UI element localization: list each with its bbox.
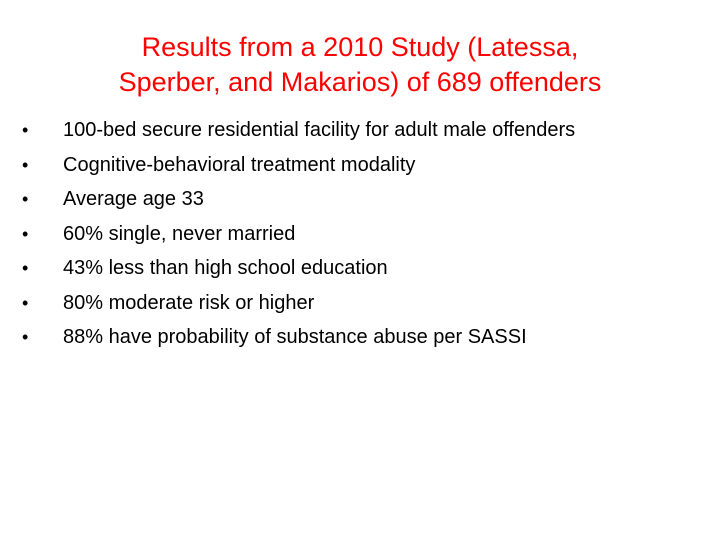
bullet-icon: • bbox=[22, 154, 29, 175]
slide-title-line-2: Sperber, and Makarios) of 689 offenders bbox=[118, 67, 602, 97]
bullet-icon: • bbox=[22, 327, 29, 347]
bullet-item bbox=[22, 148, 712, 183]
bullet-item bbox=[22, 113, 712, 148]
bullet-item bbox=[22, 320, 712, 355]
bullet-text: 60% single, never married bbox=[63, 222, 296, 245]
bullet-item bbox=[22, 217, 712, 252]
bullet-item bbox=[22, 286, 712, 321]
slide-title bbox=[36, 30, 684, 100]
bullet-icon: • bbox=[22, 223, 29, 244]
bullet-list bbox=[22, 113, 712, 355]
bullet-text: 88% have probability of substance abuse per SASSI bbox=[63, 326, 527, 348]
bullet-text: 80% moderate risk or higher bbox=[63, 291, 315, 314]
bullet-item bbox=[22, 182, 712, 217]
bullet-icon: • bbox=[22, 189, 29, 209]
bullet-text: 100-bed secure residential facility for adult male offenders bbox=[63, 119, 576, 141]
bullet-text: Average age 33 bbox=[63, 188, 204, 210]
bullet-text: Cognitive-behavioral treatment modality bbox=[63, 153, 416, 176]
bullet-item bbox=[22, 251, 712, 286]
slide-title-line-1: Results from a 2010 Study (Latessa, bbox=[141, 32, 579, 62]
bullet-icon: • bbox=[22, 292, 29, 313]
bullet-icon: • bbox=[22, 120, 29, 140]
bullet-icon: • bbox=[22, 258, 29, 278]
bullet-text: 43% less than high school education bbox=[63, 257, 388, 279]
